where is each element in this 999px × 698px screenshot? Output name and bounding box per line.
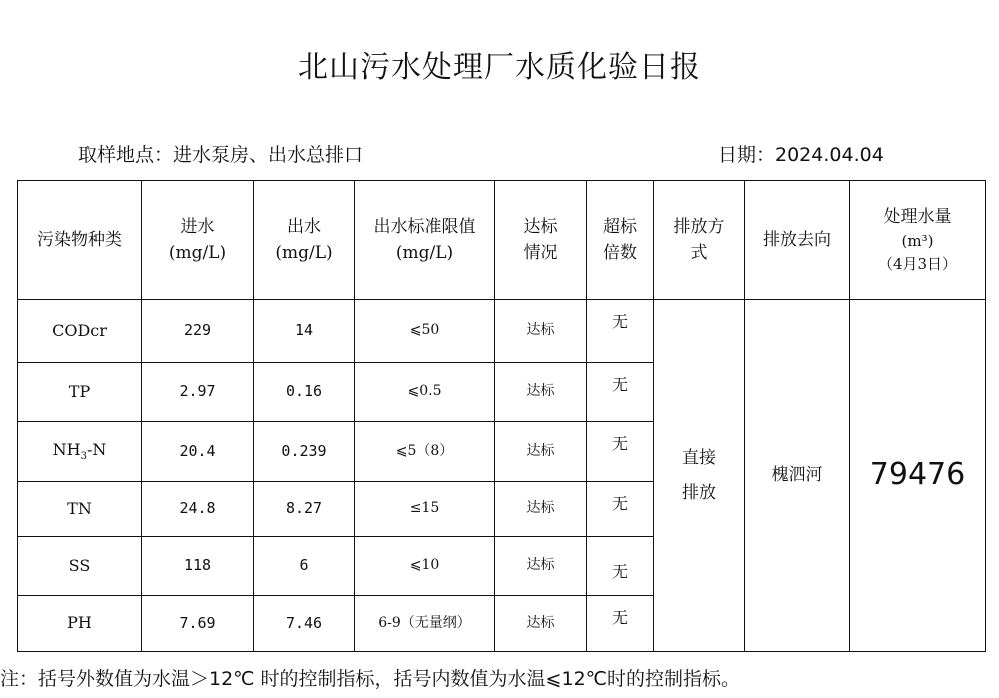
footnote: 注：括号外数值为水温＞12℃ 时的控制指标，括号内数值为水温⩽12℃时的控制指标。 bbox=[0, 668, 740, 690]
discharge-method-line1: 直接 bbox=[682, 448, 716, 469]
pollutant-name-tail: -N bbox=[86, 440, 107, 460]
outflow-value: 0.16 bbox=[254, 363, 355, 422]
limit-value: ⩽10 bbox=[355, 537, 495, 596]
header-discharge-method bbox=[654, 181, 745, 300]
pollutant-name: CODcr bbox=[18, 300, 142, 363]
header-inflow bbox=[142, 181, 254, 300]
header-pollutant: 污染物种类 bbox=[18, 181, 142, 300]
header-destination: 排放去向 bbox=[745, 181, 850, 300]
outflow-value: 0.239 bbox=[254, 422, 355, 482]
page-title: 北山污水处理厂水质化验日报 bbox=[298, 50, 701, 85]
discharge-method-line2: 排放 bbox=[682, 482, 716, 503]
header-limit bbox=[355, 181, 495, 300]
status-value: 达标 bbox=[495, 596, 587, 652]
header-exceed-line1: 超标 bbox=[603, 216, 637, 237]
inflow-value: 229 bbox=[142, 300, 254, 363]
exceed-value: 无 bbox=[587, 596, 654, 652]
header-outflow bbox=[254, 181, 355, 300]
report-date: 日期：2024.04.04 bbox=[718, 144, 884, 166]
inflow-value: 2.97 bbox=[142, 363, 254, 422]
header-outflow-unit: (mg/L) bbox=[275, 243, 333, 263]
header-outflow-label: 出水 bbox=[287, 216, 321, 237]
inflow-value: 24.8 bbox=[142, 482, 254, 537]
pollutant-name: TN bbox=[18, 482, 142, 537]
pollutant-name: PH bbox=[18, 596, 142, 652]
outflow-value: 8.27 bbox=[254, 482, 355, 537]
discharge-method-cell bbox=[654, 300, 745, 652]
header-inflow-unit: (mg/L) bbox=[168, 243, 227, 263]
header-exceed bbox=[587, 181, 654, 300]
outflow-value: 6 bbox=[254, 537, 355, 596]
exceed-value: 无 bbox=[587, 422, 654, 482]
status-value: 达标 bbox=[495, 422, 587, 482]
outflow-value: 7.46 bbox=[254, 596, 355, 652]
outflow-value: 14 bbox=[254, 300, 355, 363]
status-value: 达标 bbox=[495, 482, 587, 537]
inflow-value: 7.69 bbox=[142, 596, 254, 652]
destination-cell: 槐泗河 bbox=[745, 300, 850, 652]
sampling-location: 取样地点：进水泵房、出水总排口 bbox=[78, 144, 364, 166]
header-status-line1: 达标 bbox=[523, 216, 558, 237]
header-discharge-method-line1: 排放方 bbox=[673, 216, 725, 237]
limit-value: 6-9（无量纲） bbox=[355, 596, 495, 652]
header-exceed-line2: 倍数 bbox=[603, 243, 637, 263]
exceed-value: 无 bbox=[587, 300, 654, 363]
pollutant-name bbox=[18, 422, 142, 482]
status-value: 达标 bbox=[495, 363, 587, 422]
header-volume-date: （4月3日） bbox=[877, 255, 958, 274]
pollutant-name-subscript: 3 bbox=[80, 451, 87, 463]
header-row bbox=[18, 181, 986, 300]
inflow-value: 20.4 bbox=[142, 422, 254, 482]
limit-value: ⩽0.5 bbox=[355, 363, 495, 422]
water-quality-table bbox=[17, 180, 986, 652]
header-volume-unit: (m³) bbox=[901, 231, 934, 250]
header-limit-unit: (mg/L) bbox=[395, 243, 454, 263]
limit-value: ⩽5（8） bbox=[355, 422, 495, 482]
pollutant-name: TP bbox=[18, 363, 142, 422]
treated-volume: 79476 bbox=[850, 300, 986, 652]
header-volume-label: 处理水量 bbox=[883, 206, 952, 227]
exceed-value: 无 bbox=[587, 537, 654, 596]
table-row bbox=[18, 300, 986, 363]
inflow-value: 118 bbox=[142, 537, 254, 596]
status-value: 达标 bbox=[495, 300, 587, 363]
header-status-line2: 情况 bbox=[523, 243, 558, 263]
pollutant-name: SS bbox=[18, 537, 142, 596]
limit-value: ⩽50 bbox=[355, 300, 495, 363]
exceed-value: 无 bbox=[587, 482, 654, 537]
header-inflow-label: 进水 bbox=[180, 216, 215, 237]
status-value: 达标 bbox=[495, 537, 587, 596]
header-volume bbox=[850, 181, 986, 300]
exceed-value: 无 bbox=[587, 363, 654, 422]
header-discharge-method-line2: 式 bbox=[690, 243, 708, 263]
header-limit-label: 出水标准限值 bbox=[373, 216, 476, 237]
header-status bbox=[495, 181, 587, 300]
limit-value: ≤15 bbox=[355, 482, 495, 537]
pollutant-name-main: NH bbox=[52, 440, 81, 460]
